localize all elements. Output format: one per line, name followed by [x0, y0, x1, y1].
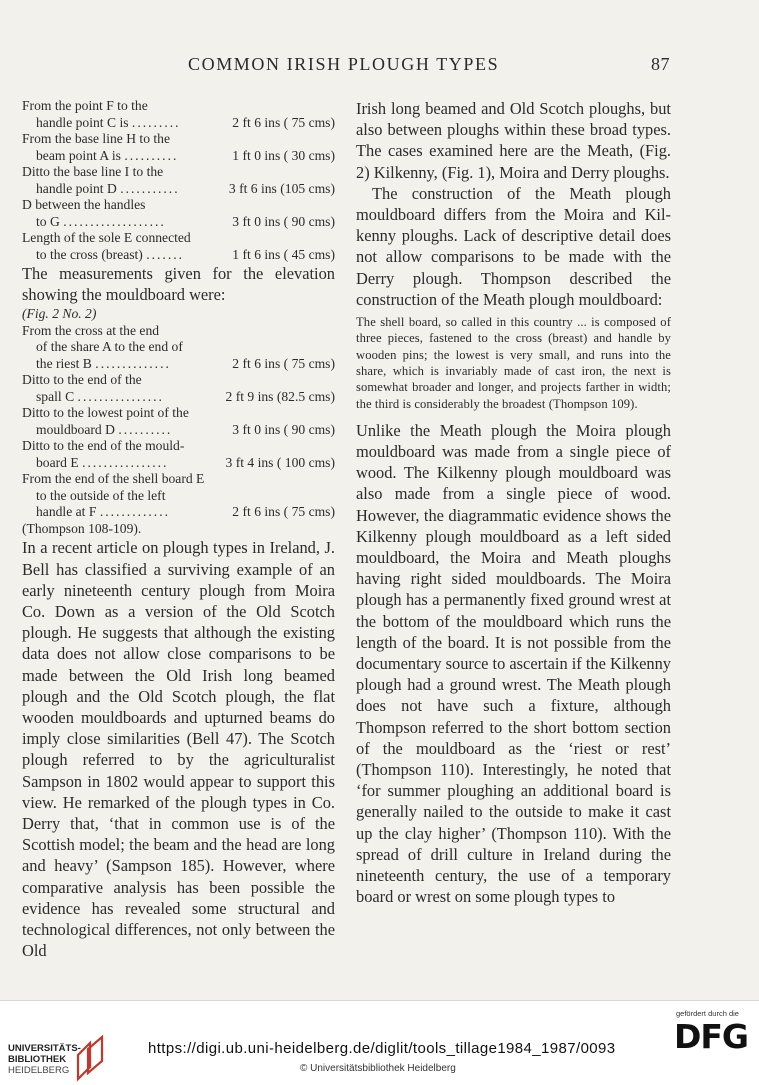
measurement-row — [22, 455, 335, 472]
library-footer — [0, 1000, 759, 1085]
measurement-label-wrap — [36, 389, 222, 406]
measurement-item — [22, 98, 335, 131]
library-name — [8, 1043, 81, 1076]
copyright-notice: © Universitätsbibliothek Heidelberg — [300, 1063, 456, 1074]
measurement-label: the riest B — [36, 355, 92, 371]
measurement-row — [22, 504, 335, 521]
measurements-list-top — [22, 98, 335, 263]
measurement-label: to G — [36, 213, 60, 229]
leader-dots: ......... — [131, 114, 181, 130]
measurement-value: 2 ft 6 ins ( 75 cms) — [232, 504, 335, 520]
measurement-label-wrap — [36, 422, 228, 439]
measurement-value: 2 ft 6 ins ( 75 cms) — [232, 114, 335, 130]
measurement-item — [22, 131, 335, 164]
body-paragraph: In a recent article on plough types in Ireland, J. Bell has classified a surviving example of an early nineteenth century plough from Moira Co. Down as a version of the Old Scotch plough. He suggests that although the existing data does not allow close comparisons to be made between the Old Irish long beamed plough and the Old Scotch plough, the flat wooden mouldboards and upturned beams do imply close similarities (Bell 47). The Scotch plough referred to by the agriculturalist Sampson in 1802 would appear to support this view. He remarked of the plough types in Co. Derry that, ‘that in common use is of the Scottish model; the beam and the head are long and heavy’ (Sampson 185). However, where comparative analysis has been possible the evidence has revealed some structural and technological differences, not only between the Old — [22, 538, 335, 961]
measurement-heading: From the cross at the end — [22, 322, 160, 338]
measurement-item — [22, 230, 335, 263]
measurements-intro: The measurements given for the elevation showing the mouldboard were: — [22, 264, 335, 305]
measurement-label-wrap — [36, 181, 225, 198]
measurement-row — [22, 148, 335, 165]
measurement-label: board E — [36, 454, 79, 470]
measurement-heading: of the share A to the end of — [36, 339, 183, 355]
measurement-heading: From the base line H to the — [22, 131, 170, 146]
measurement-label-wrap — [36, 247, 228, 264]
body-paragraph: The construction of the Meath plough mouldboard differs from the Moira and Kilkenny ploughs. Lack of descriptive detail does not allow comparisons to be made with the Derry plough. Thompson described the construction of the Meath plough mouldboard: — [356, 183, 671, 309]
measurement-value: 2 ft 9 ins (82.5 cms) — [225, 388, 335, 404]
leader-dots: .......... — [124, 147, 179, 163]
block-quote: The shell board, so called in this country ... is composed of three pieces, fastened to the cross (breast) and handle by wooden pins; the lowest is very small, and runs into the share, which is invariably made of cast iron, the next is somewhat broader and longer, and projects farther in width; the third is considerably the broadest (Thompson 109). — [356, 315, 671, 411]
left-column — [22, 98, 335, 961]
measurement-row — [22, 115, 335, 132]
measurement-row — [22, 389, 335, 406]
funding-note: gefördert durch die — [676, 1009, 739, 1018]
page-number: 87 — [651, 54, 670, 74]
measurement-item — [22, 323, 335, 373]
measurement-item — [22, 372, 335, 405]
measurement-value: 1 ft 0 ins ( 30 cms) — [232, 147, 335, 163]
measurement-heading: Length of the sole E connected — [22, 230, 191, 245]
leader-dots: .............. — [95, 355, 171, 371]
library-logo-icon — [74, 1033, 110, 1083]
measurement-label-wrap — [36, 455, 222, 472]
citation: (Thompson 108-109). — [22, 520, 142, 536]
leader-dots: .......... — [118, 421, 173, 437]
measurement-row — [22, 181, 335, 198]
measurement-row — [22, 214, 335, 231]
measurement-heading: Ditto to the end of the — [22, 372, 142, 388]
measurement-value: 3 ft 0 ins ( 90 cms) — [232, 421, 335, 437]
measurements-list-bottom — [22, 323, 335, 521]
measurement-label: mouldboard D — [36, 421, 115, 437]
right-column — [356, 98, 671, 907]
measurement-heading: to the outside of the left — [36, 487, 166, 503]
measurement-label-wrap — [36, 504, 228, 521]
measurement-heading: From the end of the shell board E — [22, 471, 205, 487]
library-name-line: UNIVERSITÄTS- — [8, 1043, 81, 1054]
measurement-heading: From the point F to the — [22, 98, 148, 113]
leader-dots: ................... — [63, 213, 166, 229]
leader-dots: ........... — [120, 180, 180, 196]
page-title: COMMON IRISH PLOUGH TYPES — [188, 54, 500, 74]
leader-dots: ................ — [82, 454, 169, 470]
measurement-item — [22, 405, 335, 438]
measurement-item — [22, 438, 335, 471]
body-paragraph: Unlike the Meath plough the Moira plough mouldboard was made from a single piece of wood. The Kilkenny plough mouldboard was also made from a single piece of wood. However, the diagrammatic evidence shows the Kilkenny plough mouldboard as a left sided mouldboard, the Moira and Meath ploughs having right sided mouldboards. The Moira plough has a permanently fixed ground wrest at the bottom of the mouldboard which runs the length of the board. It is not possible from the documentary source to ascertain if the Kilkenny plough had a ground wrest. The Meath plough does not have such a fixture, although Thompson referred to the short bottom section of the mouldboard as the ‘riest or rest’ (Thompson 110). Interestingly, he noted that ‘for summer ploughing an additional board is generally nailed to the outside to make it cast up the clay higher’ (Thompson 110). With the spread of drill culture in Ireland during the nineteenth century, the use of a temporary board or wrest on some plough types to — [356, 420, 671, 907]
measurement-label-wrap — [36, 115, 228, 132]
measurement-label: handle point D — [36, 180, 117, 196]
measurement-label-wrap — [36, 148, 228, 165]
figure-caption: (Fig. 2 No. 2) — [22, 306, 97, 322]
measurement-label: to the cross (breast) — [36, 246, 143, 262]
leader-dots: ............. — [99, 504, 170, 520]
permalink-link[interactable]: https://digi.ub.uni-heidelberg.de/diglit/tools_tillage1984_1987/0093 — [148, 1040, 616, 1057]
leader-dots: ................ — [77, 388, 164, 404]
measurement-label: spall C — [36, 388, 75, 404]
measurement-label: handle point C is — [36, 114, 129, 130]
library-name-line: BIBLIOTHEK — [8, 1054, 67, 1065]
measurement-value: 3 ft 0 ins ( 90 cms) — [232, 213, 335, 229]
measurement-heading: Ditto to the lowest point of the — [22, 405, 189, 421]
measurement-row — [22, 247, 335, 264]
body-paragraph: Irish long beamed and Old Scotch ploughs, but also between ploughs within these broad types. The cases examined here are the Meath, (Fig. 2) Kilkenny, (Fig. 1), Moira and Derry ploughs. — [356, 99, 671, 182]
measurement-item — [22, 164, 335, 197]
measurement-item — [22, 197, 335, 230]
measurement-heading: Ditto to the end of the mould- — [22, 438, 185, 454]
measurement-label: handle at F — [36, 504, 97, 520]
leader-dots: ....... — [146, 246, 185, 262]
measurement-item — [22, 471, 335, 521]
measurement-row — [22, 422, 335, 439]
measurement-row — [22, 356, 335, 373]
dfg-logo: DFG — [674, 1017, 749, 1056]
measurement-label: beam point A is — [36, 147, 121, 163]
measurement-heading: Ditto the base line I to the — [22, 164, 164, 179]
running-head — [22, 54, 682, 76]
library-name-line: HEIDELBERG — [8, 1065, 70, 1076]
measurement-value: 3 ft 4 ins ( 100 cms) — [225, 454, 335, 470]
measurement-value: 2 ft 6 ins ( 75 cms) — [232, 355, 335, 371]
measurement-value: 3 ft 6 ins (105 cms) — [228, 180, 335, 196]
measurement-label-wrap — [36, 356, 228, 373]
measurement-value: 1 ft 6 ins ( 45 cms) — [232, 246, 335, 262]
measurement-heading: D between the handles — [22, 197, 146, 212]
measurement-label-wrap — [36, 214, 228, 231]
